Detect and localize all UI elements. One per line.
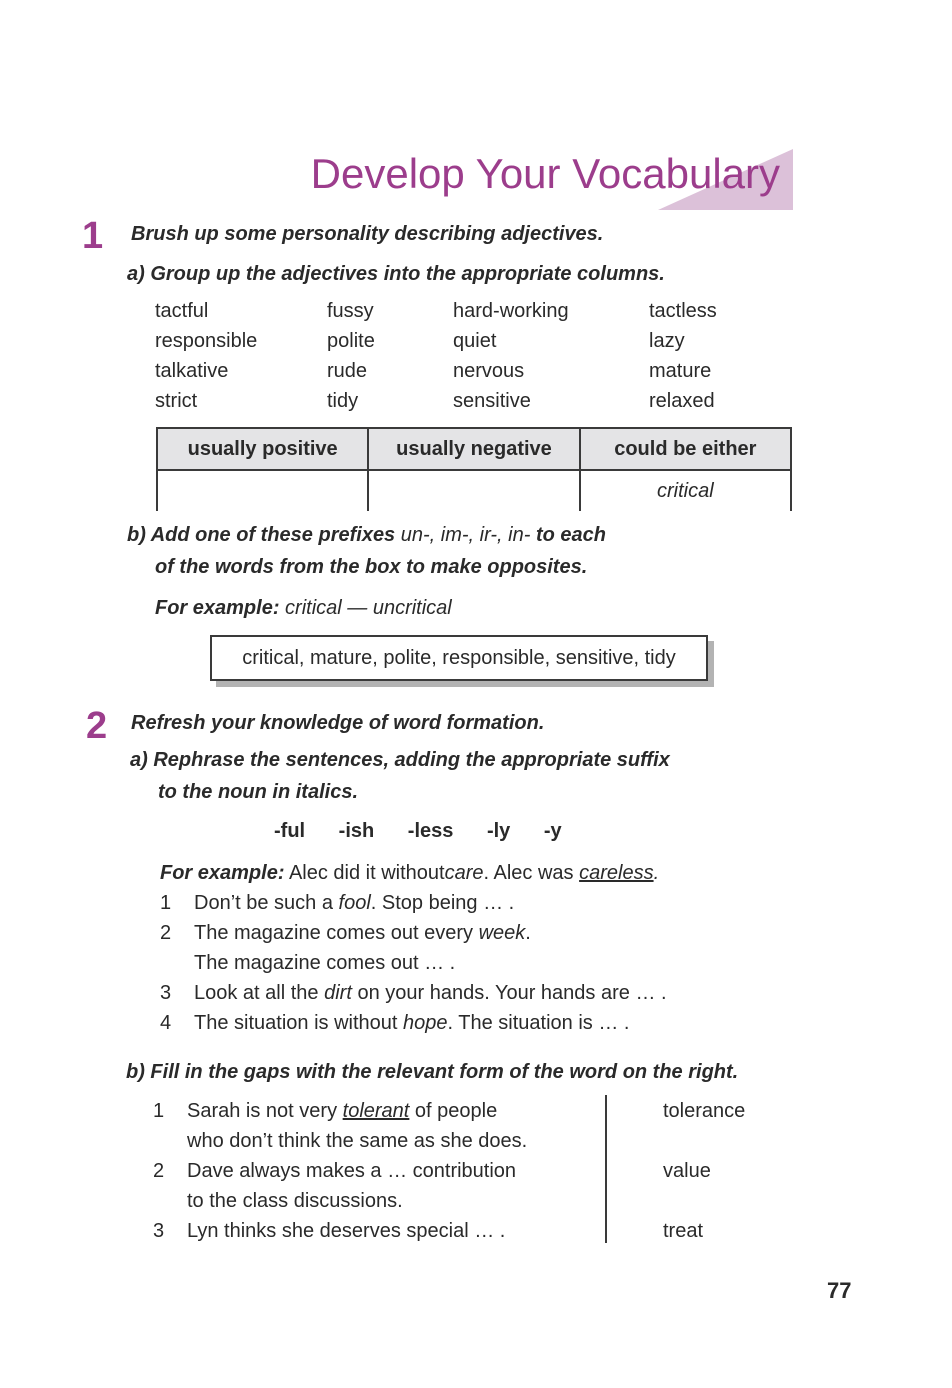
sentence-text: of people — [414, 1100, 498, 1122]
item-number: 1 — [160, 892, 172, 914]
exercise-1a-instruction: a) Group up the adjectives into the appropriate columns. — [127, 263, 665, 285]
suffix: -ful — [274, 820, 306, 842]
italic-noun: dirt — [324, 982, 352, 1004]
example-label: For example: — [160, 862, 285, 884]
exercise-2-number: 2 — [86, 705, 108, 747]
example-answer: careless — [579, 862, 654, 884]
table-header-negative: usually negative — [368, 428, 579, 470]
sentence-text: Don’t be such a — [194, 892, 333, 914]
table-cell-either[interactable]: critical — [580, 470, 791, 511]
exercise-2b-instruction: b) Fill in the gaps with the relevant form of the word on the right. — [126, 1061, 739, 1083]
exercise-1b-example — [155, 597, 452, 620]
item-number: 2 — [153, 1160, 165, 1182]
gap-sentence — [187, 1100, 497, 1123]
table-header-positive: usually positive — [157, 428, 368, 470]
suffix: -less — [407, 820, 454, 842]
gap-sentence: Lyn thinks she deserves special … . — [187, 1220, 506, 1242]
adjective: strict — [155, 390, 198, 412]
italic-noun: fool — [338, 892, 371, 914]
adjective: responsible — [155, 330, 258, 352]
adjective: fussy — [327, 300, 374, 322]
adjective: nervous — [453, 360, 525, 382]
item-number: 3 — [160, 982, 172, 1004]
instruction-part: to each — [535, 524, 606, 546]
sentence-text: on your hands. Your hands are … . — [357, 982, 667, 1004]
adjective: tactless — [649, 300, 717, 322]
exercise-2a-instruction: a) Rephrase the sentences, adding the appropriate suffix — [130, 749, 670, 771]
adjective: relaxed — [649, 390, 715, 412]
suffix-list — [274, 820, 590, 843]
italic-noun: hope — [403, 1012, 448, 1034]
gap-sentence: Dave always makes a … contribution — [187, 1160, 517, 1182]
exercise-1b-instruction-line2: of the words from the box to make opposites. — [155, 556, 588, 578]
item-number: 3 — [153, 1220, 165, 1242]
exercise-1-number: 1 — [82, 215, 104, 257]
sentence-text: The situation is without — [194, 1012, 398, 1034]
example-word: care — [444, 862, 484, 884]
sentence-text: . The situation is … . — [447, 1012, 630, 1034]
example-text: critical — uncritical — [285, 597, 452, 619]
column-divider — [605, 1095, 607, 1243]
table-header-either: could be either — [580, 428, 791, 470]
table-cell-negative[interactable] — [368, 470, 579, 511]
adjective: mature — [649, 360, 712, 382]
sentence-text: Sarah is not very — [187, 1100, 338, 1122]
adjective: tidy — [327, 390, 359, 412]
item-number: 4 — [160, 1012, 172, 1034]
sentence — [194, 982, 667, 1005]
adjective: quiet — [453, 330, 497, 352]
table-cell-positive[interactable] — [157, 470, 368, 511]
adjective: tactful — [155, 300, 209, 322]
exercise-2-instruction: Refresh your knowledge of word formation. — [131, 712, 545, 734]
sentence-text: . Stop being … . — [370, 892, 515, 914]
example-label: For example: — [155, 597, 280, 619]
example-text: . Alec was — [483, 862, 574, 884]
adjective: lazy — [649, 330, 685, 352]
adjective: hard-working — [453, 300, 569, 322]
prefix-list: un-, im-, ir-, in- — [400, 524, 531, 546]
example-text: . — [653, 862, 660, 884]
italic-noun: week — [478, 922, 526, 944]
adjective: rude — [327, 360, 368, 382]
sentence: The magazine comes out … . — [194, 952, 456, 974]
sentence-text: The magazine comes out every — [194, 922, 474, 944]
suffix: -ly — [486, 820, 511, 842]
exercise-2a-instruction-line2: to the noun in italics. — [158, 781, 358, 803]
gap-sentence-line2: who don’t think the same as she does. — [187, 1130, 528, 1152]
source-word: tolerance — [663, 1100, 746, 1122]
page-number: 77 — [827, 1278, 852, 1303]
instruction-part: b) Add one of these prefixes — [127, 524, 396, 546]
item-number: 1 — [153, 1100, 165, 1122]
source-word: treat — [663, 1220, 704, 1242]
word-box: critical, mature, polite, responsible, sensitive, tidy — [210, 635, 708, 681]
adjective: polite — [327, 330, 375, 352]
exercise-1b-instruction — [127, 524, 606, 547]
sentence — [194, 1012, 629, 1035]
sentence — [194, 892, 514, 915]
item-number: 2 — [160, 922, 172, 944]
exercise-1-instruction: Brush up some personality describing adjectives. — [131, 223, 604, 245]
suffix: -ish — [338, 820, 375, 842]
adjective: talkative — [155, 360, 229, 382]
source-word: value — [663, 1160, 711, 1182]
answer-word: tolerant — [342, 1100, 410, 1122]
adjective: sensitive — [453, 390, 531, 412]
sentence-text: . — [525, 922, 531, 944]
sentence-text: Look at all the — [194, 982, 319, 1004]
suffix: -y — [543, 820, 562, 842]
sentence — [194, 922, 531, 945]
exercise-2a-example — [160, 862, 659, 885]
example-text: Alec did it without — [288, 862, 445, 884]
gap-sentence-line2: to the class discussions. — [187, 1190, 403, 1212]
page-title: Develop Your Vocabulary — [310, 150, 780, 197]
adjective-table — [156, 427, 792, 511]
